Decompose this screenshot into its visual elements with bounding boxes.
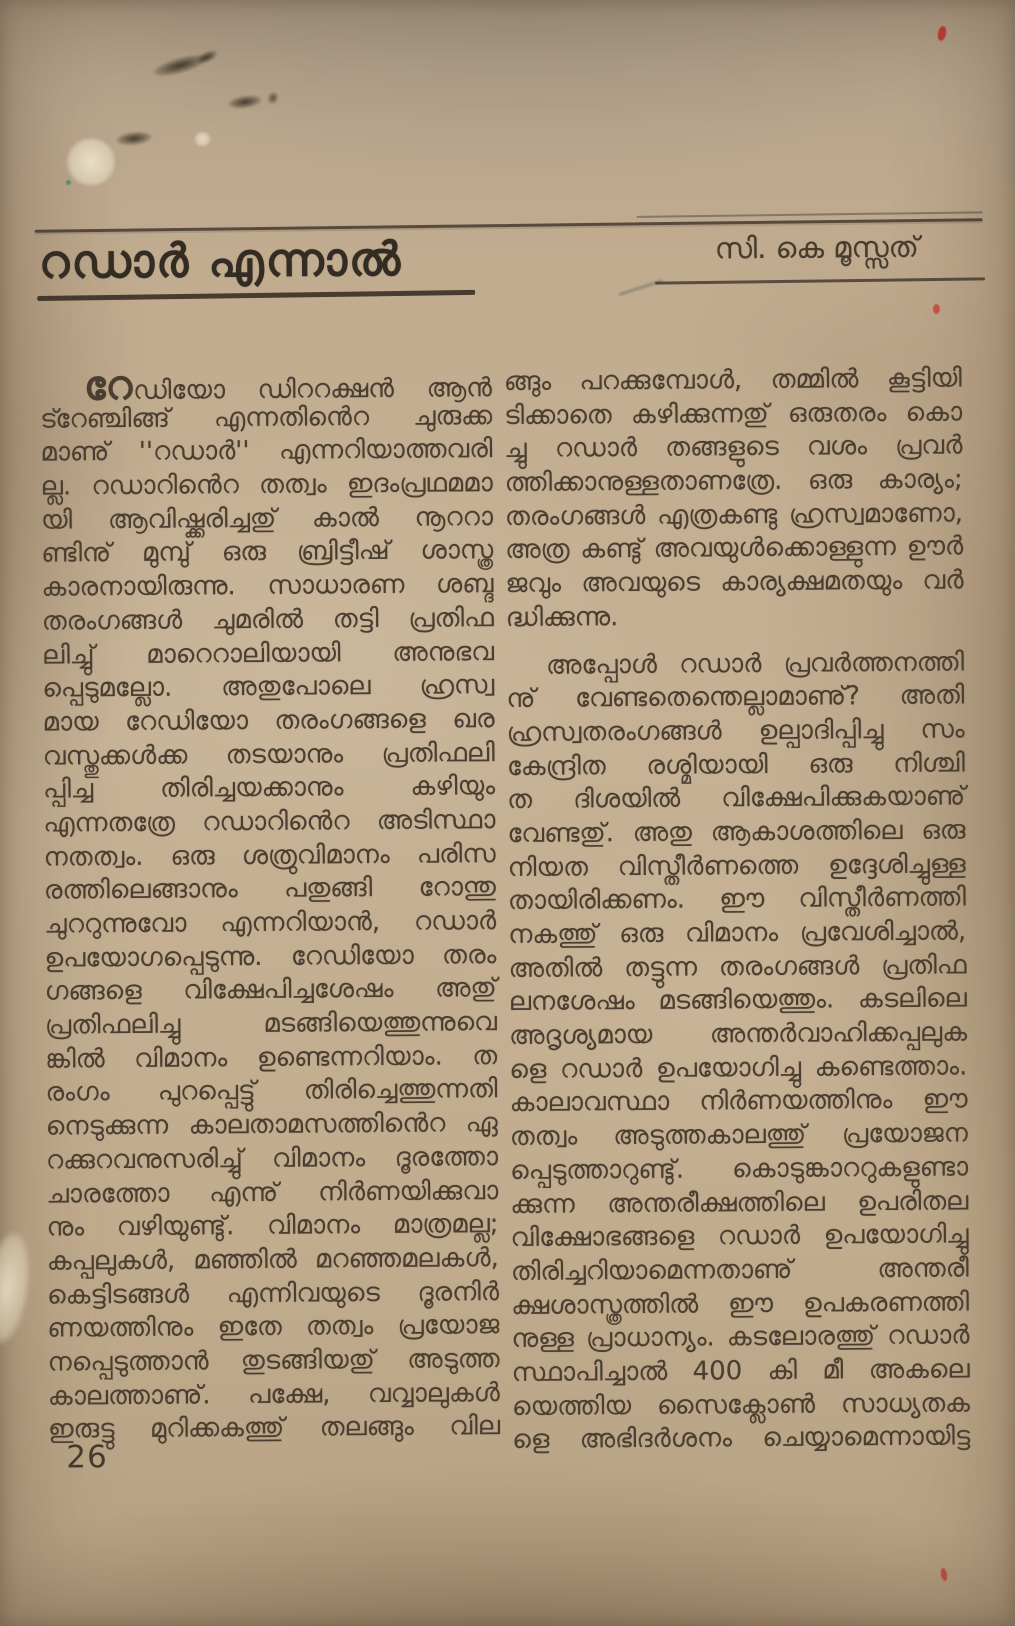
column-right xyxy=(504,362,971,1458)
text-line: ണ്ടിനു് മുമ്പു് ഒരു ബ്രിട്ടീഷ് ശാസ്ത്ര xyxy=(41,535,494,570)
text-line: പ്പിച്ച തിരിച്ചയക്കാനും കഴിയും xyxy=(42,771,496,805)
text-line: ചുററുന്നുവോ എന്നറിയാൻ, റഡാർ xyxy=(44,906,497,940)
drop-cap: റേ xyxy=(83,361,134,410)
text-line: നും വഴിയുണ്ടു്. വിമാനം മാത്രമല്ല; xyxy=(46,1209,499,1243)
text-line: ങ്ങും പറക്കുമ്പോൾ, തമ്മിൽ കൂട്ടിയി xyxy=(503,363,962,398)
text-line: എന്നതത്രേ റഡാറിൻെറ അടിസ്ഥാ xyxy=(43,805,496,839)
text-line: മാണു് ''റഡാർ'' എന്നറിയാത്തവരി xyxy=(40,434,493,469)
text-line: ഹ്രസ്വതരംഗങ്ങൾ ഉല്പാദിപ്പിച്ചു സം xyxy=(506,714,965,748)
text-line: ചാരത്തോ എന്നു് നിർണയിക്കുവാ xyxy=(46,1175,499,1210)
text-line: ളെ റഡാർ ഉപയോഗിച്ചു കണ്ടെത്താം. xyxy=(509,1051,968,1085)
text-line: പ്രതിഫലിച്ചു മടങ്ങിയെത്തുന്നുവെ xyxy=(44,1007,498,1041)
text-line: നതത്വം. ഒരു ശത്രുവിമാനം പരിസ xyxy=(43,838,496,873)
text-line: ലിച്ചു് മാറെറാലിയായി അനുഭവ xyxy=(41,636,495,671)
text-line: സ്ഥാപിച്ചാൽ 400 കി മീ അകലെ xyxy=(511,1354,970,1388)
text-line: അദൃശ്യമായ അന്തർവാഹിക്കപ്പലുക xyxy=(508,1017,968,1052)
text-line: ലനശേഷം മടങ്ങിയെത്തും. കടലിലെ xyxy=(508,983,967,1018)
text-line: ച്ചു റഡാർ തങ്ങളുടെ വശം പ്രവർ xyxy=(504,430,963,465)
title-underline xyxy=(37,290,475,301)
text-line: അതിൽ തട്ടുന്ന തരംഗങ്ങൾ പ്രതിഫ xyxy=(508,950,967,984)
text-line: രത്തിലെങ്ങാനും പതുങ്ങി റോന്തു xyxy=(43,872,496,906)
text-line: നകത്തു് ഒരു വിമാനം പ്രവേശിച്ചാൽ, xyxy=(508,916,967,951)
text-line: നെടുക്കുന്ന കാലതാമസത്തിൻെറ ഏ xyxy=(45,1108,498,1142)
text-line: മായ റേഡിയോ തരംഗങ്ങളെ ഖര xyxy=(42,703,495,738)
text-line: തരംഗങ്ങൾ ചുമരിൽ തട്ടി പ്രതിഫ xyxy=(41,602,494,637)
article-title: റഡാർ എന്നാൽ xyxy=(38,231,403,289)
text-line: കെട്ടിടങ്ങൾ എന്നിവയുടെ ദൂരനിർ xyxy=(46,1276,500,1311)
text-line: വസ്തുക്കൾക്ക തടയാനും പ്രതിഫലി xyxy=(42,737,495,772)
text-line: പ്പെടുത്താറുണ്ടു്. കൊടുങ്കാററുകളുണ്ടാ xyxy=(509,1152,969,1186)
text-line: നിയത വിസ്തീർണത്തെ ഉദ്ദേശിച്ചുള്ള xyxy=(507,849,966,883)
text-line: കാരനായിരുന്നു. സാധാരണ ശബ്ദ xyxy=(41,569,494,603)
text-line: കേന്ദ്രിത രശ്മിയായി ഒരു നിശ്ചി xyxy=(506,747,966,782)
text-line: ളെ അഭിദർശനം ചെയ്യാമെന്നായിട്ട xyxy=(512,1421,971,1456)
text-line: നപ്പെടുത്താൻ തുടങ്ങിയതു് അടുത്ത xyxy=(47,1344,500,1378)
text-line: അത്ര കണ്ടു് അവയുൾക്കൊള്ളുന്ന ഊർ xyxy=(505,531,964,566)
page-number: 26 xyxy=(66,1439,108,1476)
text-line: യെത്തിയ സൈക്ലോൺ സാധ്യതക xyxy=(511,1388,971,1422)
text-line: ണയത്തിനും ഇതേ തത്വം പ്രയോജ xyxy=(47,1310,500,1344)
text-line: വേണ്ടതു്. അതു ആകാശത്തിലെ ഒരു xyxy=(507,815,966,849)
text-line: തിരിച്ചറിയാമെന്നതാണു് അന്തരീ xyxy=(510,1253,969,1287)
column-left xyxy=(40,361,501,1448)
text-line: ഉപയോഗപ്പെടുന്നു. റേഡിയോ തരം xyxy=(44,939,497,974)
text-line: നു് വേണ്ടതെന്തെല്ലാമാണു്? അതി xyxy=(506,680,965,715)
text-line: ടിക്കാതെ കഴിക്കുന്നതു് ഒരുതരം കൊ xyxy=(504,397,963,431)
text-line: ട്റേഞ്ചിങ്ങ് എന്നതിൻെറ ചുരുക്ക xyxy=(40,400,493,435)
text-line: ക്ഷശാസ്ത്രത്തിൽ ഈ ഉപകരണത്തി xyxy=(511,1286,970,1321)
text-line: അപ്പോൾ റഡാർ പ്രവർത്തനത്തി xyxy=(545,646,965,681)
text-line: രംഗം പുറപ്പെട്ടു് തിരിച്ചെത്തുന്നതി xyxy=(45,1074,498,1109)
text-line: ത്തിക്കാനുള്ളതാണത്രേ. ഒരു കാര്യം; xyxy=(504,464,963,499)
text-line: തത്വം അടുത്തകാലത്തു് പ്രയോജന xyxy=(509,1118,968,1153)
text-line: ഇരുട്ടു മുറിക്കകത്തു് തലങ്ങും വില xyxy=(47,1411,501,1445)
text-line: നുള്ള പ്രാധാന്യം. കടലോരത്തു് റഡാർ xyxy=(511,1320,970,1355)
text-line: ല്ല. റഡാറിൻെറ തത്വം ഇദംപ്രഥമമാ xyxy=(40,468,493,502)
text-line: കാലാവസ്ഥാ നിർണയത്തിനും ഈ xyxy=(509,1084,968,1119)
text-line: തായിരിക്കണം. ഈ വിസ്തീർണത്തി xyxy=(507,882,967,917)
text-line: പ്പെടുമല്ലോ. അതുപോലെ ഹ്രസ്വ xyxy=(42,670,495,704)
text-line: യി ആവിഷ്ക്കരിച്ചതു് കാൽ നൂററാ xyxy=(40,501,494,536)
text-line: റക്കുറവനുസരിച്ചു് വിമാനം ദൂരത്തോ xyxy=(45,1141,499,1176)
text-line: കാലത്താണു്. പക്ഷേ, വവ്വാലുകൾ xyxy=(47,1377,500,1412)
author-underline xyxy=(655,277,985,284)
text-line: ത ദിശയിൽ വിക്ഷേപിക്കുകയാണു് xyxy=(507,781,966,816)
text-line: കപ്പലുകൾ, മഞ്ഞിൽ മറഞ്ഞമലകൾ, xyxy=(46,1242,499,1277)
text-line: ങ്കിൽ വിമാനം ഉണ്ടെന്നറിയാം. ത xyxy=(45,1040,498,1075)
text-line: റേഡിയോ ഡിററക്ഷൻ ആൻ xyxy=(83,361,493,410)
text-line: തരംഗങ്ങൾ എത്രകണ്ടു ഹ്രസ്വമാണോ, xyxy=(504,498,964,532)
text-line: ദ്ധിക്കുന്നു. xyxy=(505,601,619,633)
text-line: വിക്ഷോഭങ്ങളെ റഡാർ ഉപയോഗിച്ചു xyxy=(510,1219,969,1254)
text-line: ക്കുന്ന അന്തരീക്ഷത്തിലെ ഉപരിതല xyxy=(510,1185,969,1220)
author-byline: സി. കെ മൂസ്സത് xyxy=(714,229,919,266)
text-line: ഗങ്ങളെ വിക്ഷേപിച്ചശേഷം അതു് xyxy=(44,973,497,1008)
text-line: ജവും അവയുടെ കാര്യക്ഷമതയും വർ xyxy=(505,565,964,600)
header-rule xyxy=(637,211,983,218)
